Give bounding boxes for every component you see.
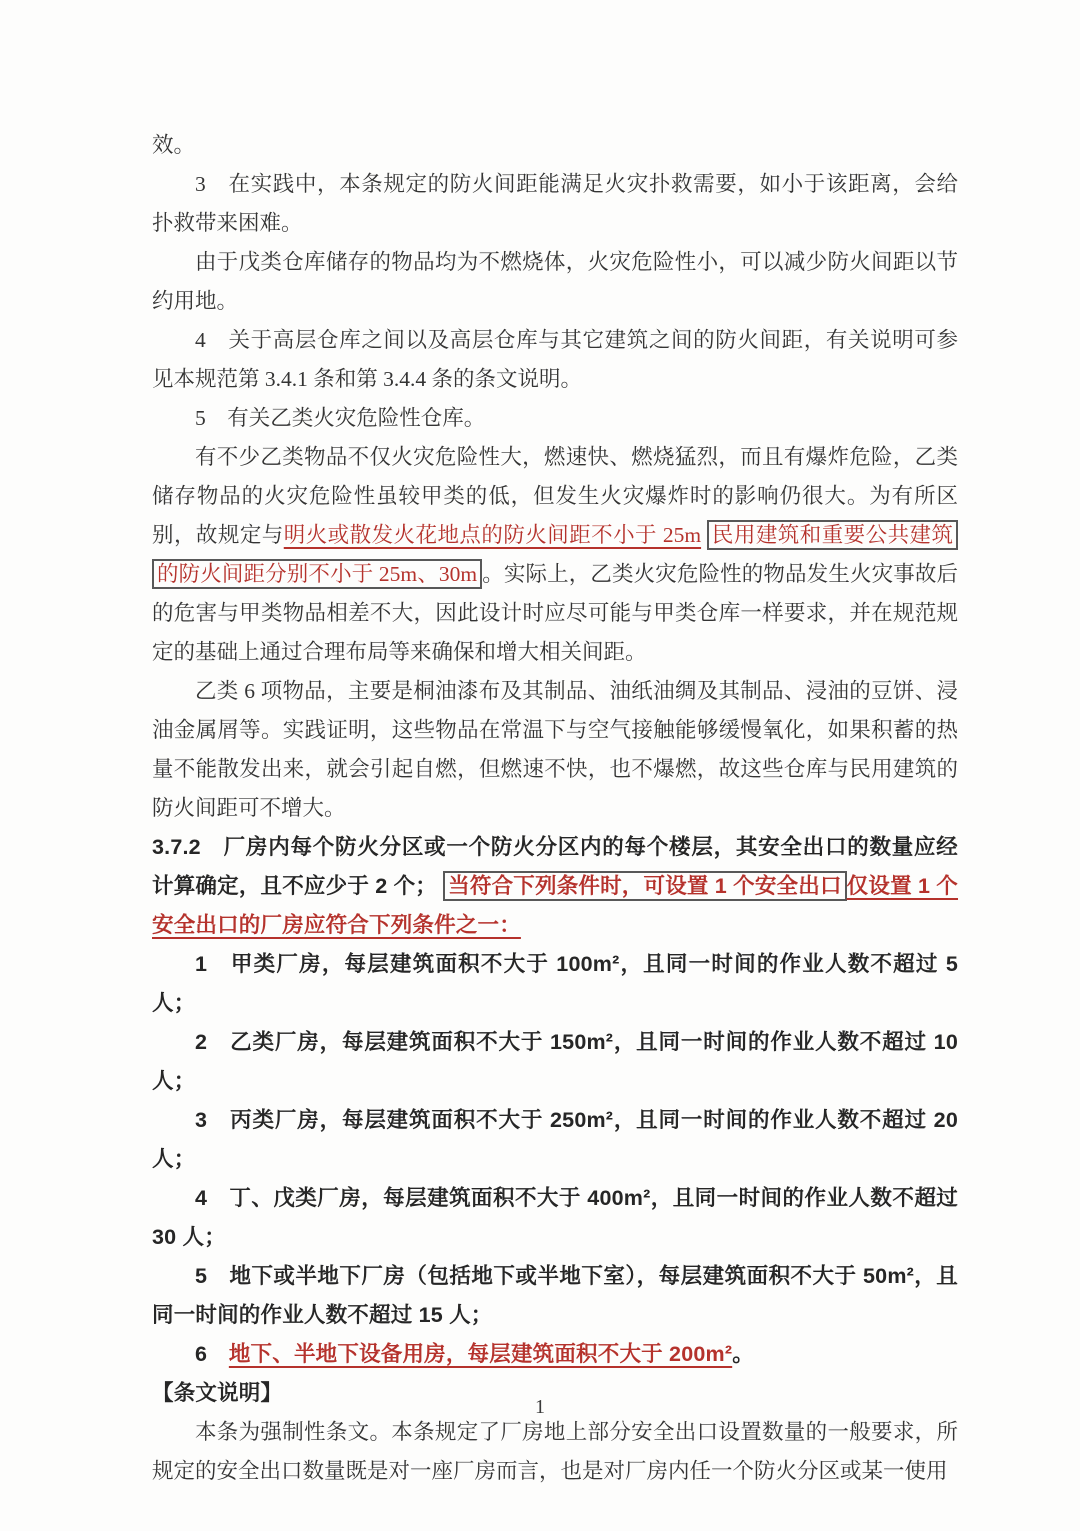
text-run: 效。 xyxy=(152,133,196,157)
clause-item-2 xyxy=(152,1023,958,1101)
red-box-annotation: 民用建筑和重要公共建筑的防火间距分别不小于 25m、30m xyxy=(152,520,958,589)
clause-item-5 xyxy=(152,1257,958,1335)
paragraph-continuation xyxy=(152,126,958,165)
red-underline-annotation: 地下、半地下设备用房，每层建筑面积不大于 200m² xyxy=(228,1342,733,1366)
clause-item-number: 6 xyxy=(195,1342,229,1366)
paragraph-explanation xyxy=(152,1413,958,1491)
text-run: 乙类 6 项物品，主要是桐油漆布及其制品、油纸油绸及其制品、浸油的豆饼、浸油金属屑等。实践证明，这些物品在常温下与空气接触能够缓慢氧化，如果积蓄的热量不能散发出来，就会引起自燃，但燃速不快，也不爆燃，故这些仓库与民用建筑的防火间距可不增大。 xyxy=(152,679,958,820)
paragraph-wu-class-warehouse xyxy=(152,243,958,321)
clause-text: 5 地下或半地下厂房（包括地下或半地下室），每层建筑面积不大于 50m²，且同一时间的作业人数不超过 15 人； xyxy=(152,1264,958,1327)
clause-text: 。 xyxy=(732,1342,754,1366)
annotation-header-text: 【条文说明】 xyxy=(152,1381,283,1405)
clause-text: 3 丙类厂房，每层建筑面积不大于 250m²，且同一时间的作业人数不超过 20 人； xyxy=(152,1108,958,1171)
paragraph-point-5 xyxy=(152,399,958,438)
text-run: 本条为强制性条文。本条规定了厂房地上部分安全出口设置数量的一般要求，所规定的安全出口数量既是对一座厂房而言，也是对厂房内任一个防火分区或某一使用 xyxy=(152,1420,958,1483)
paragraph-yi-class-6-items xyxy=(152,672,958,828)
red-underline-annotation: 明火或散发火花地点的防火间距不小于 25m xyxy=(283,523,702,547)
paragraph-point-4 xyxy=(152,321,958,399)
page-number: 1 xyxy=(535,1396,545,1418)
text-run: 4 关于高层仓库之间以及高层仓库与其它建筑之间的防火间距，有关说明可参见本规范第 3.4.1 条和第 3.4.4 条的条文说明。 xyxy=(152,328,958,391)
document-page xyxy=(152,126,958,1491)
paragraph-yi-class-items xyxy=(152,438,958,672)
text-run: 3 在实践中，本条规定的防火间距能满足火灾扑救需要，如小于该距离，会给扑救带来困难。 xyxy=(152,172,958,235)
paragraph-point-3 xyxy=(152,165,958,243)
red-underline-annotation: 仅设置 1 个安全出口的厂房应符合下列条件之一： xyxy=(152,874,959,937)
text-run: 5 有关乙类火灾危险性仓库。 xyxy=(195,406,486,430)
clause-text: 3.7.2 厂房内每个防火分区或一个防火分区内的每个楼层，其安全出口的数量应经计算确定，且不应少于 2 个； xyxy=(152,835,958,898)
red-box-annotation: 当符合下列条件时，可设置 1 个安全出口 xyxy=(443,871,847,901)
text-run: 由于戊类仓库储存的物品均为不燃烧体，火灾危险性小，可以减少防火间距以节约用地。 xyxy=(152,250,958,313)
clause-text: 2 乙类厂房，每层建筑面积不大于 150m²，且同一时间的作业人数不超过 10 人； xyxy=(152,1030,958,1093)
clause-item-4 xyxy=(152,1179,958,1257)
clause-text: 4 丁、戊类厂房，每层建筑面积不大于 400m²，且同一时间的作业人数不超过 30 人； xyxy=(152,1186,958,1249)
text-run: 有不少乙类物品不仅火灾危险性大，燃速快、燃烧猛烈，而且有爆炸危险，乙类储存物品的火灾危险性虽较甲类的低，但发生火灾爆炸时的影响仍很大。为有所区别，故规定与 xyxy=(152,445,958,547)
clause-item-3 xyxy=(152,1101,958,1179)
clause-item-1 xyxy=(152,945,958,1023)
text-run: 。实际上，乙类火灾危险性的物品发生火灾事故后的危害与甲类物品相差不大，因此设计时应尽可能与甲类仓库一样要求，并在规范规定的基础上通过合理布局等来确保和增大相关间距。 xyxy=(152,562,958,664)
clause-text: 1 甲类厂房，每层建筑面积不大于 100m²，且同一时间的作业人数不超过 5 人； xyxy=(152,952,958,1015)
clause-item-6 xyxy=(152,1335,958,1374)
clause-3-7-2 xyxy=(152,828,958,945)
